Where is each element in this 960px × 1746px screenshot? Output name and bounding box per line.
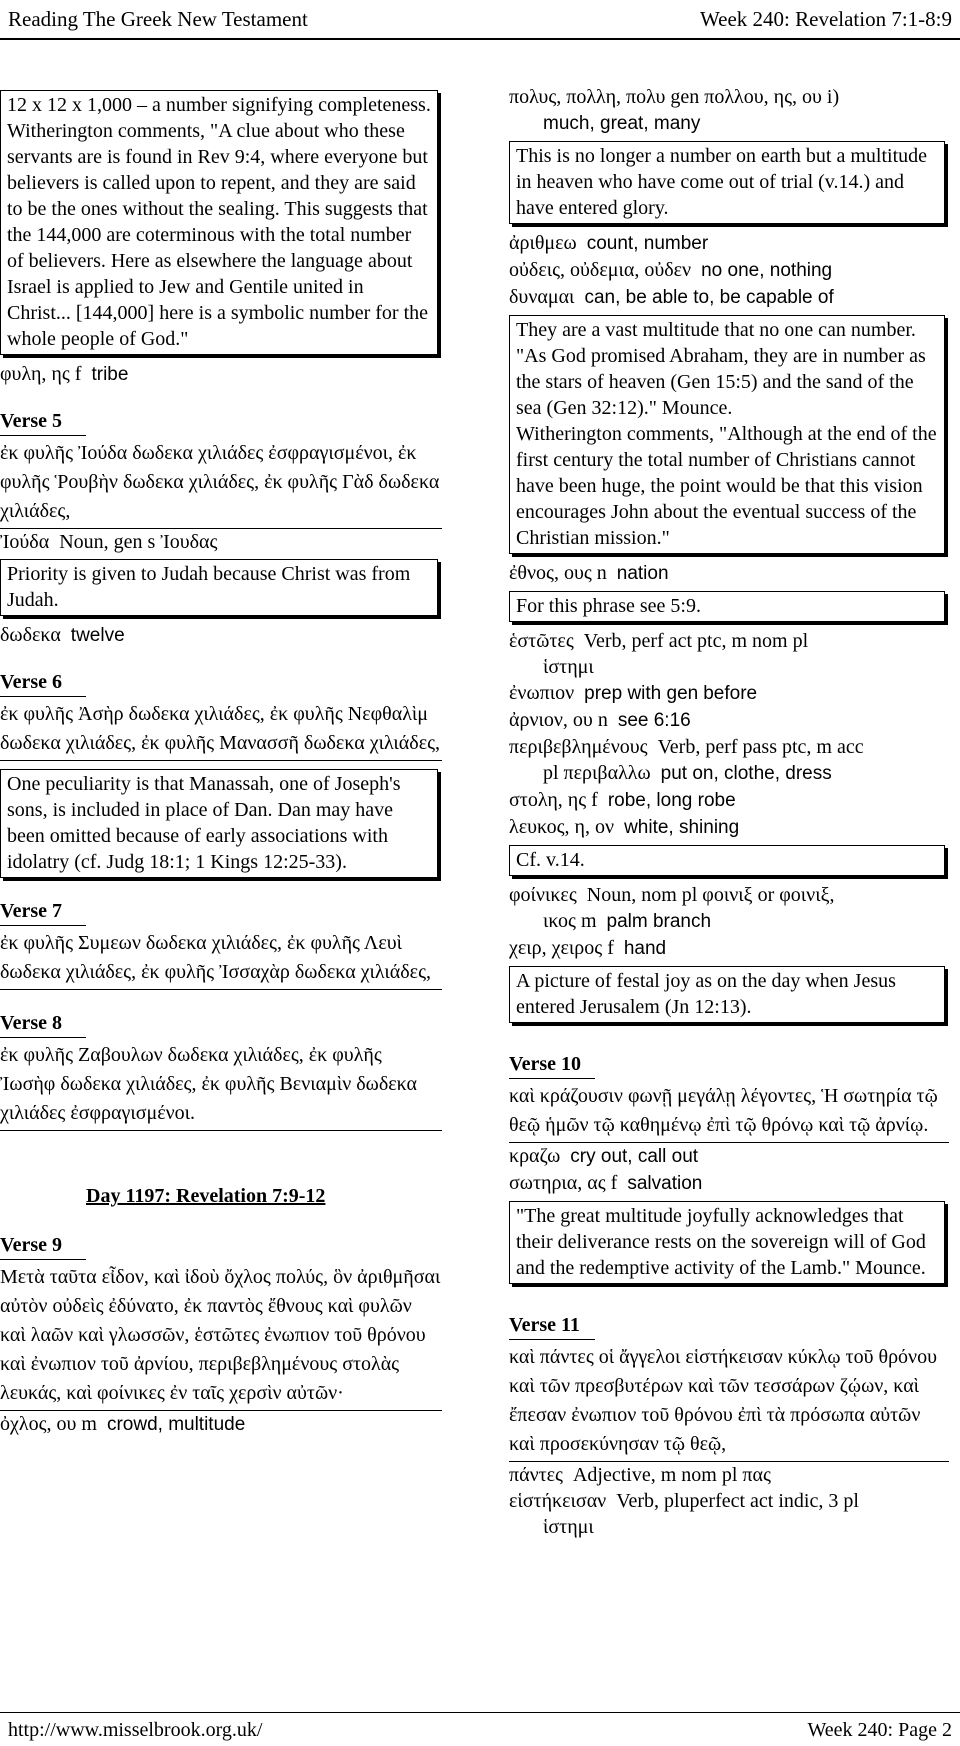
verse-9-text: Μετὰ ταῦτα εἶδον, καὶ ἰδοὺ ὄχλος πολύς, ὃν ἀριθμῆσαι αὐτὸν οὐδεὶς ἐδύνατο, ἐκ παντὸς ἔθνους καὶ φυλῶν καὶ λαῶν καὶ γλωσσῶν, ἑστῶτες ἐνωπιον τοῦ θρόνου καὶ ἐνωπιον τοῦ ἀρνίου, περιβεβλημένους στολὰς λευκάς, καὶ φοίνικες ἐν ταῖς χερσὶν αὐτῶν· <box>0 1263 442 1411</box>
note-phrase: For this phrase see 5:9. <box>509 591 945 622</box>
verse-6-text: ἐκ φυλῆς Ἀσὴρ δωδεκα χιλιάδες, ἐκ φυλῆς Νεφθαλὶμ δωδεκα χιλιάδες, ἐκ φυλῆς Μανασσῆ δωδεκα χιλιάδες, <box>0 700 442 761</box>
footer-page: Week 240: Page 2 <box>807 1719 952 1741</box>
note-witherington: Witherington comments, "Although at the end of the first century the total number of Christians cannot have been huge, the point would be that this vision encourages John about the eventual success of the Christian mission." <box>516 423 937 549</box>
vocab-polus: πολυς, πολλη, πολυ gen πολλου, ης, ου i) <box>509 86 840 108</box>
vocab-periballo: pl περιβαλλω put on, clothe, dress <box>543 762 832 784</box>
note-festal-joy: A picture of festal joy as on the day when Jesus entered Jerusalem (Jn 12:13). <box>509 966 945 1023</box>
note-abraham: They are a vast multitude that no one can number. "As God promised Abraham, they are in number as the stars of heaven (Gen 15:5) and the sand of the sea (Gen 32:12)." Mounce. <box>516 319 926 419</box>
vocab-pantes: πάντες Adjective, m nom pl πας <box>509 1464 771 1486</box>
vocab-oudeis: οὐδεις, οὐδεμια, οὐδεν no one, nothing <box>509 259 833 281</box>
footer-rule <box>0 1712 960 1713</box>
verse-11-text: καὶ πάντες οἱ ἄγγελοι εἱστήκεισαν κύκλῳ τοῦ θρόνου καὶ τῶν πρεσβυτέρων καὶ τῶν τεσσάρων ζῴων, καὶ ἔπεσαν ἐνωπιον τοῦ θρόνου ἐπὶ τὰ πρόσωπα αὐτῶν καὶ προσεκύνησαν τῷ θεῷ, <box>509 1343 949 1462</box>
vocab-phule: φυλη, ης f tribe <box>0 363 129 385</box>
vocab-heistekeisan: εἱστήκεισαν Verb, pluperfect act indic, 3 pl <box>509 1490 859 1512</box>
verse-8-heading: Verse 8 <box>0 1010 86 1038</box>
vocab-soteria: σωτηρια, ας f salvation <box>509 1172 703 1194</box>
vocab-histemi: ἱστημι <box>543 1516 594 1538</box>
vocab-cheir: χειρ, χειρος f hand <box>509 937 667 959</box>
vocab-krazo: κραζω cry out, call out <box>509 1145 699 1167</box>
verse-7-text: ἐκ φυλῆς Συμεων δωδεκα χιλιάδες, ἐκ φυλῆς Λευὶ δωδεκα χιλιάδες, ἐκ φυλῆς Ἰσσαχὰρ δωδεκα χιλιάδες, <box>0 929 442 990</box>
vocab-leukos: λευκος, η, ον white, shining <box>509 816 740 838</box>
verse-5-heading: Verse 5 <box>0 408 86 436</box>
verse-9-heading: Verse 9 <box>0 1232 86 1260</box>
note-144000: 12 x 12 x 1,000 – a number signifying completeness. Witherington comments, "A clue about who these servants are is found in Rev 9:4, where everyone but believers is called upon to repent, and they are said to be the ones without the sealing. This suggests that the 144,000 are coterminous with the total number of believers. Here as elsewhere the language about Israel is applied to Jew and Gentile united in Christ... [144,000] here is a symbolic number for the whole people of God." <box>0 90 438 355</box>
note-cf: Cf. v.14. <box>509 845 945 876</box>
vocab-dodeka: δωδεκα twelve <box>0 624 125 646</box>
note-multitude: This is no longer a number on earth but a multitude in heaven who have come out of trial (v.14.) and have entered glory. <box>509 141 945 224</box>
vocab-ethnos: ἐθνος, ους n nation <box>509 562 669 584</box>
verse-6-heading: Verse 6 <box>0 669 86 697</box>
vocab-ochlos: ὀχλος, ου m crowd, multitude <box>0 1413 246 1435</box>
note-manassah: One peculiarity is that Manassah, one of Joseph's sons, is included in place of Dan. Dan may have been omitted because of early associations with idolatry (cf. Judg 18:1; 1 Kings 12:25-33). <box>0 769 438 878</box>
vocab-arnion: ἀρνιον, ου n see 6:16 <box>509 709 691 731</box>
vocab-hestotes: ἑστῶτες Verb, perf act ptc, m nom pl <box>509 630 809 652</box>
left-column <box>0 84 442 1438</box>
vocab-polus-en: much, great, many <box>543 113 701 134</box>
note-vast-multitude <box>509 315 945 554</box>
header-rule <box>0 38 960 40</box>
note-judah: Priority is given to Judah because Christ was from Judah. <box>0 559 438 616</box>
day-heading: Day 1197: Revelation 7:9-12 <box>86 1185 326 1207</box>
note-deliverance: "The great multitude joyfully acknowledges that their deliverance rests on the sovereign will of God and the redemptive activity of the Lamb." Mounce. <box>509 1201 945 1284</box>
verse-8-text: ἐκ φυλῆς Ζαβουλων δωδεκα χιλιάδες, ἐκ φυλῆς Ἰωσὴφ δωδεκα χιλιάδες, ἐκ φυλῆς Βενιαμὶν δωδεκα χιλιάδες ἐσφραγισμένοι. <box>0 1041 442 1131</box>
vocab-dunamai: δυναμαι can, be able to, be capable of <box>509 286 834 308</box>
vocab-phoinikes: φοίνικες Noun, nom pl φοινιξ or φοινιξ, <box>509 884 835 906</box>
verse-7-heading: Verse 7 <box>0 898 86 926</box>
right-column <box>509 84 949 1540</box>
footer-url[interactable]: http://www.misselbrook.org.uk/ <box>8 1719 263 1741</box>
verse-5-text: ἐκ φυλῆς Ἰούδα δωδεκα χιλιάδες ἐσφραγισμένοι, ἐκ φυλῆς Ῥουβὴν δωδεκα χιλιάδες, ἐκ φυλῆς Γὰδ δωδεκα χιλιάδες, <box>0 439 442 529</box>
page-header <box>0 0 960 40</box>
vocab-arithmeo: ἀριθμεω count, number <box>509 232 709 254</box>
vocab-enopion: ἐνωπιον prep with gen before <box>509 682 758 704</box>
header-title: Reading The Greek New Testament <box>8 7 308 31</box>
vocab-stole: στολη, ης f robe, long robe <box>509 789 736 811</box>
vocab-iouda: Ἰούδα Noun, gen s Ἰουδας <box>0 531 218 553</box>
vocab-hestotes-root: ἱστημι <box>543 656 594 678</box>
verse-10-text: καὶ κράζουσιν φωνῇ μεγάλῃ λέγοντες, Ἡ σωτηρία τῷ θεῷ ἡμῶν τῷ καθημένῳ ἐπὶ τῷ θρόνῳ καὶ τῷ ἀρνίῳ. <box>509 1082 949 1143</box>
verse-10-heading: Verse 10 <box>509 1051 595 1079</box>
vocab-peribeblemenous: περιβεβλημένους Verb, perf pass ptc, m acc <box>509 736 864 758</box>
header-week: Week 240: Revelation 7:1-8:9 <box>700 7 952 31</box>
verse-11-heading: Verse 11 <box>509 1312 595 1340</box>
vocab-phoinix: ικος m palm branch <box>543 910 712 932</box>
